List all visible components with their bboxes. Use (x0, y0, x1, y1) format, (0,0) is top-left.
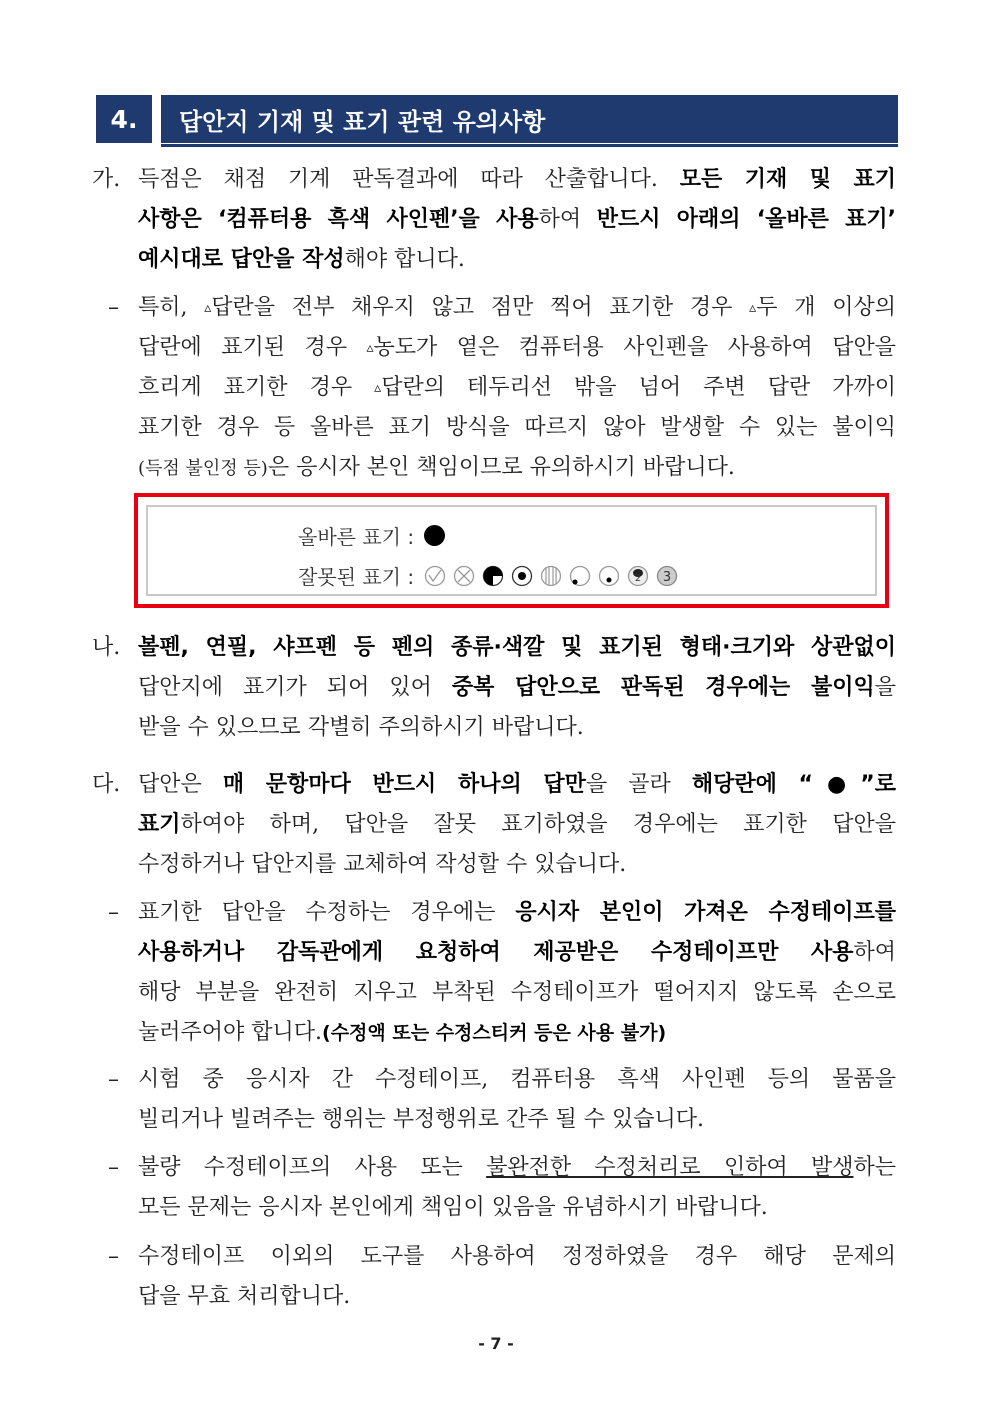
paragraph-ga-dash: – 특히, ▵답란을 전부 채우지 않고 점만 찍어 표기한 경우 ▵두 개 이상의 답란에 표기된 경우 ▵농도가 옅은 컴퓨터용 사인펜을 사용하여 답안을 흐리게 표기한 경우 ▵답란의 테두리선 밖을 넘어 주변 답란 가까이 표기한 경우 등 올바른 표기 방식을 따르지 않아 발생할 수 있는 불이익 (득점 불인정 등)은 응시자 본인 책임이므로 유의하시기 바랍니다. (138, 288, 896, 489)
dash-bullet: – (108, 295, 119, 320)
x-mark-icon (455, 566, 474, 585)
marker-na: 나. (92, 635, 121, 660)
svg-text:3: 3 (662, 569, 672, 585)
marker-da: 다. (92, 772, 121, 797)
paragraph-da-dash-3: – 불량 수정테이프의 사용 또는 불완전한 수정처리로 인하여 발생하는 모든 문제는 응시자 본인에게 책임이 있음을 유념하시기 바랍니다. (108, 1155, 896, 1220)
dot-bottom-left-icon (571, 566, 590, 585)
marking-example-box (134, 493, 889, 608)
check-mark-icon (426, 566, 445, 585)
section-title: 답안지 기재 및 표기 관련 유의사항 (161, 95, 898, 143)
wrong-mark-row: 잘못된 표기 : 2 3 (298, 561, 686, 590)
paragraph-da-dash-4: – 수정테이프 이외의 도구를 사용하여 정정하였을 경우 해당 문제의 답을 무효 처리합니다. (108, 1244, 896, 1309)
paragraph-da: 다. 답안은 매 문항마다 반드시 하나의 답만을 골라 해당란에 “●”로 표기하여야 하며, 답안을 잘못 표기하였을 경우에는 표기한 답안을 수정하거나 답안지를 교체하여 작성할 수 있습니다. (138, 765, 896, 885)
section-header (96, 95, 898, 143)
marker-ga: 가. (92, 167, 121, 192)
vertical-lines-icon (542, 566, 561, 585)
half-fill-icon (484, 566, 503, 585)
number-3-icon (658, 566, 677, 585)
paragraph-da-dash-1: – 표기한 답안을 수정하는 경우에는 응시자 본인이 가져온 수정테이프를 사용하거나 감독관에게 요청하여 제공받은 수정테이프만 사용하여 해당 부분을 완전히 지우고 부착된 수정테이프가 떨어지지 않도록 손으로 눌러주어야 합니다.(수정액 또는 수정스티커 등은 사용 불가) (108, 900, 896, 1045)
paragraph-ga: 가. 득점은 채점 기계 판독결과에 따라 산출합니다. 모든 기재 및 표기 사항은 ‘컴퓨터용 흑색 사인펜’을 사용하여 반드시 아래의 ‘올바른 표기’ 예시대로 답안을 작성해야 합니다. (138, 160, 896, 280)
page-number: - 7 - (478, 1334, 514, 1353)
paragraph-da-dash-2: – 시험 중 응시자 간 수정테이프, 컴퓨터용 흑색 사인펜 등의 물품을 빌리거나 빌려주는 행위는 부정행위로 간주 될 수 있습니다. (108, 1067, 896, 1132)
number-2-icon (629, 566, 648, 585)
dot-center-icon (513, 566, 532, 585)
correct-mark-row: 올바른 표기 : (298, 521, 445, 550)
section-number: 4. (96, 95, 152, 143)
paragraph-na: 나. 볼펜, 연필, 샤프펜 등 펜의 종류·색깔 및 표기된 형태·크기와 상관없이 답안지에 표기가 되어 있어 중복 답안으로 판독된 경우에는 불이익을 받을 수 있으므로 각별히 주의하시기 바랍니다. (138, 628, 896, 748)
filled-circle-icon (424, 525, 445, 546)
wrong-marks-icons (424, 565, 686, 587)
svg-text:2: 2 (634, 572, 642, 584)
dot-bottom-right-icon (600, 566, 619, 585)
